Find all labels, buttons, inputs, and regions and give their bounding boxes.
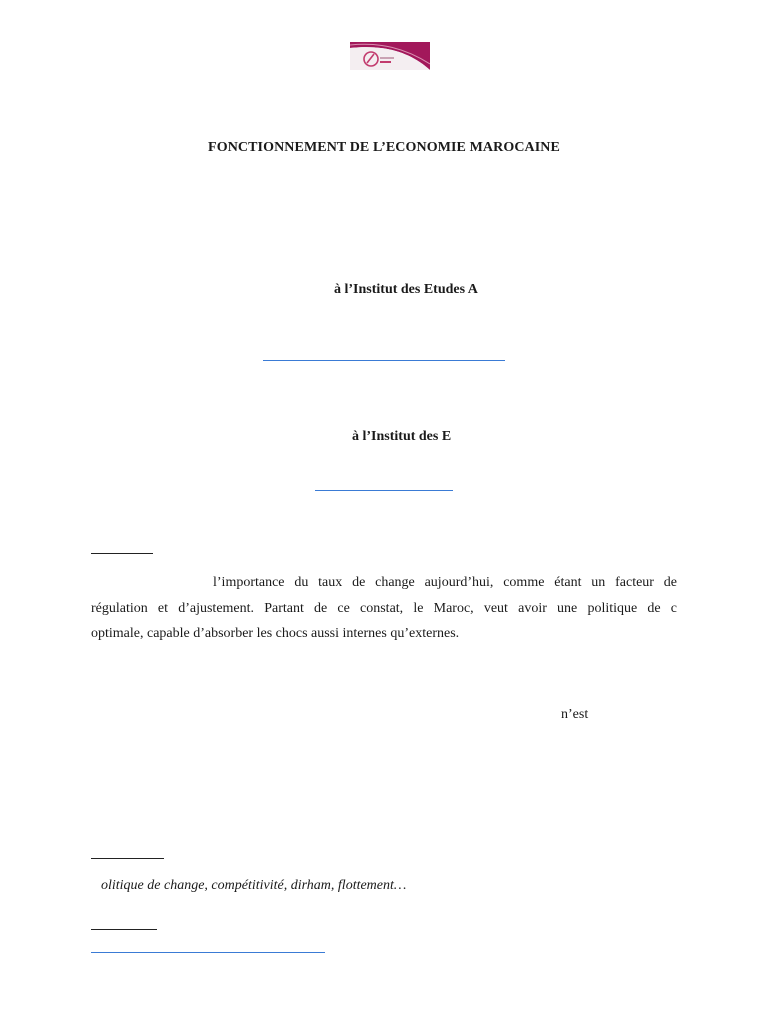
institution-logo-icon [350, 42, 430, 70]
keywords-line: olitique de change, compétitivité, dirham, flottement… [101, 878, 407, 893]
section-divider-footnote [91, 929, 157, 930]
abstract-line-2: régulation et d’ajustement. Partant de ce constat, le Maroc, veut avoir une politique de c [91, 600, 677, 616]
text-fragment: n’est [561, 707, 589, 722]
document-title: FONCTIONNEMENT DE L’ECONOMIE MAROCAINE [208, 140, 560, 155]
abstract-line-1: l’importance du taux de change aujourd’hui, comme étant un facteur de [213, 575, 677, 590]
footnote-link[interactable] [91, 952, 325, 953]
author-affiliation-1: à l’Institut des Etudes A [334, 282, 478, 297]
abstract-line-3: optimale, capable d’absorber les chocs aussi internes qu’externes. [91, 626, 460, 641]
author-affiliation-2: à l’Institut des E [352, 429, 452, 444]
abstract-paragraph [91, 570, 677, 647]
section-divider-keywords [91, 858, 164, 859]
email-link-1[interactable] [263, 360, 505, 361]
section-divider-abstract [91, 553, 153, 554]
email-link-2[interactable] [315, 490, 453, 491]
